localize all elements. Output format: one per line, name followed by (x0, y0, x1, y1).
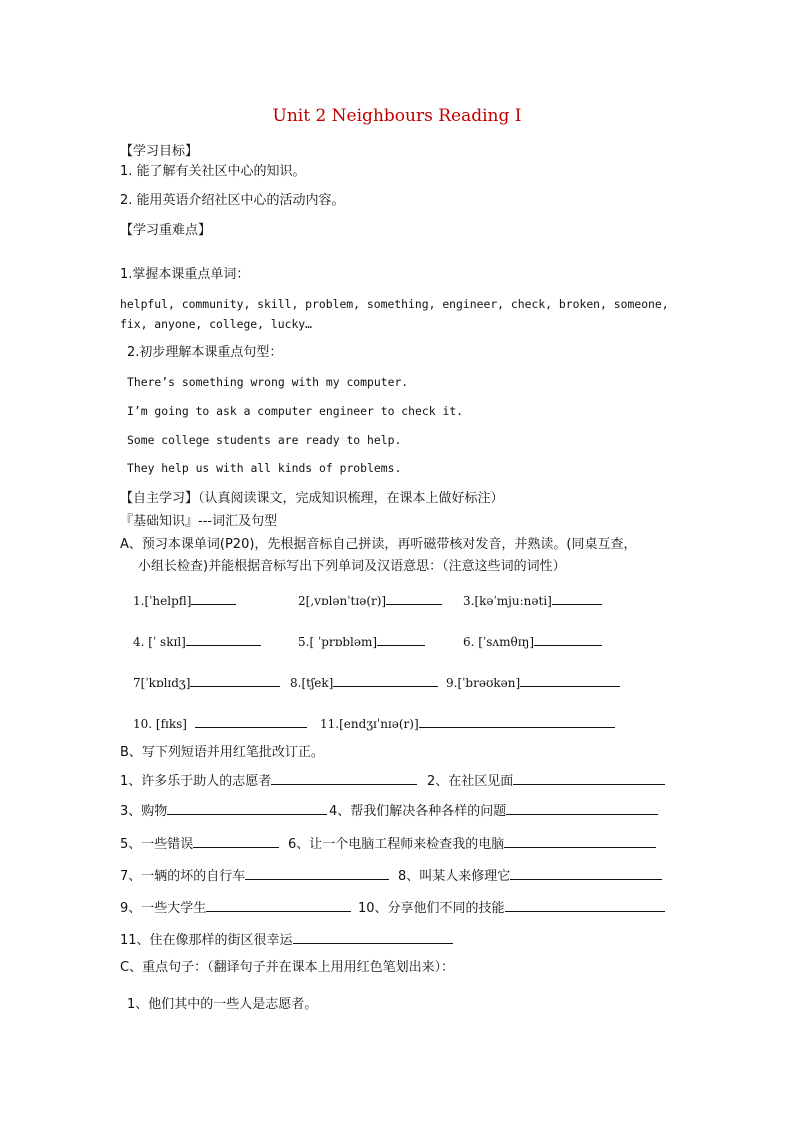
sentence-4: They help us with all kinds of problems. (127, 461, 402, 475)
objectives-heading: 【学习目标】 (120, 144, 199, 159)
phrase-label: 10、分享他们不同的技能 (358, 901, 505, 916)
phrase-item-6 (288, 834, 656, 854)
phrase-item-9 (120, 898, 351, 918)
phonetic-label: 5.[ ˈprɒbləm] (298, 635, 378, 649)
objective-2: 2. 能用英语介绍社区中心的活动内容。 (120, 193, 345, 208)
phrase-item-4 (329, 801, 658, 821)
section-a-line-1: A、预习本课单词(P20)，先根据音标自己拼读，再听磁带核对发音，并熟读。(同桌互查， (120, 537, 637, 552)
phrase-label: 7、一辆的坏的自行车 (120, 869, 246, 884)
basic-heading: 『基础知识』---词汇及句型 (120, 514, 278, 529)
self-study-heading: 【自主学习】（认真阅读课文，完成知识梳理，在课本上做好标注） (120, 491, 504, 506)
phrase-label: 5、一些错误 (120, 837, 194, 852)
phrase-label: 9、一些大学生 (120, 901, 207, 916)
phonetic-label: 2[,vɒlənˈtɪə(r)] (298, 594, 387, 608)
answer-blank[interactable] (206, 898, 351, 912)
page-title: Unit 2 Neighbours Reading I (272, 106, 522, 126)
sentence-task-1: 1、他们其中的一些人是志愿者。 (127, 997, 318, 1012)
answer-blank[interactable] (534, 632, 602, 646)
phrase-item-1 (120, 771, 417, 791)
phonetic-label: 10. [fɪks] (133, 717, 187, 731)
phrase-item-5 (120, 834, 279, 854)
phrase-label: 4、帮我们解决各种各样的问题 (329, 804, 507, 819)
phrase-label: 2、在社区见面 (427, 774, 514, 789)
phonetic-item-7 (133, 673, 280, 690)
sentences-heading: 2.初步理解本课重点句型： (127, 345, 283, 360)
sentence-2: I’m going to ask a computer engineer to check it. (127, 404, 464, 418)
answer-blank[interactable] (186, 632, 261, 646)
answer-blank[interactable] (504, 834, 656, 848)
phrase-label: 1、许多乐于助人的志愿者 (120, 774, 272, 789)
phonetic-item-5 (298, 632, 425, 649)
answer-blank[interactable] (377, 632, 425, 646)
phrase-item-7 (120, 866, 389, 886)
phonetic-item-3 (463, 591, 602, 608)
phrase-item-11 (120, 930, 453, 950)
phonetic-item-1 (133, 591, 236, 608)
answer-blank[interactable] (191, 591, 236, 605)
answer-blank[interactable] (386, 591, 442, 605)
phrase-item-3 (120, 801, 327, 821)
phonetic-item-2 (298, 591, 442, 608)
phonetic-label: 7[ˈkɒlɪdʒ] (133, 676, 191, 690)
phrase-label: 8、叫某人来修理它 (398, 869, 511, 884)
phonetic-item-6 (463, 632, 602, 649)
phonetic-label: 4. [ˈ skɪl] (133, 635, 186, 649)
objective-1: 1. 能了解有关社区中心的知识。 (120, 164, 306, 179)
phonetic-item-9 (446, 673, 620, 690)
phrase-label: 11、住在像那样的街区很幸运 (120, 933, 293, 948)
phonetic-item-11 (320, 714, 615, 731)
answer-blank[interactable] (513, 771, 665, 785)
phrase-item-8 (398, 866, 662, 886)
answer-blank[interactable] (333, 673, 438, 687)
answer-blank[interactable] (520, 673, 620, 687)
sentence-3: Some college students are ready to help. (127, 433, 402, 447)
answer-blank[interactable] (167, 801, 327, 815)
answer-blank[interactable] (193, 834, 279, 848)
answer-blank[interactable] (190, 673, 280, 687)
answer-blank[interactable] (506, 801, 658, 815)
section-a-line-2: 小组长检查)并能根据音标写出下列单词及汉语意思：（注意这些词的词性） (138, 559, 566, 574)
answer-blank[interactable] (271, 771, 417, 785)
phonetic-label: 9.[ˈbrəʊkən] (446, 676, 521, 690)
phonetic-label: 1.[ˈhelpfl] (133, 594, 192, 608)
phonetic-item-8 (290, 673, 438, 690)
words-line-2: fix, anyone, college, lucky… (120, 317, 313, 331)
phrase-item-10 (358, 898, 665, 918)
words-line-1: helpful, community, skill, problem, something, engineer, check, broken, someone, (120, 297, 669, 311)
answer-blank[interactable] (419, 714, 615, 728)
phrase-label: 6、让一个电脑工程师来检查我的电脑 (288, 837, 505, 852)
phrase-label: 3、购物 (120, 804, 168, 819)
answer-blank[interactable] (510, 866, 662, 880)
keypoints-heading: 【学习重难点】 (120, 223, 212, 238)
answer-blank[interactable] (293, 930, 453, 944)
answer-blank[interactable] (245, 866, 389, 880)
section-b-heading: B、写下列短语并用红笔批改订正。 (120, 745, 324, 760)
phonetic-label: 6. [ˈsʌmθɪŋ] (463, 635, 535, 649)
answer-blank[interactable] (195, 714, 307, 728)
words-heading: 1.掌握本课重点单词： (120, 267, 250, 282)
answer-blank[interactable] (505, 898, 665, 912)
answer-blank[interactable] (552, 591, 602, 605)
phonetic-item-4 (133, 632, 261, 649)
section-c-heading: C、重点句子：（翻译句子并在课本上用用红色笔划出来）： (120, 960, 455, 975)
phonetic-item-10 (133, 714, 307, 731)
phrase-item-2 (427, 771, 665, 791)
phonetic-label: 3.[kəˈmjuːnəti] (463, 594, 552, 608)
phonetic-label: 8.[tʃek] (290, 676, 334, 690)
sentence-1: There’s something wrong with my computer. (127, 375, 409, 389)
phonetic-label: 11.[endʒɪˈnɪə(r)] (320, 717, 419, 731)
